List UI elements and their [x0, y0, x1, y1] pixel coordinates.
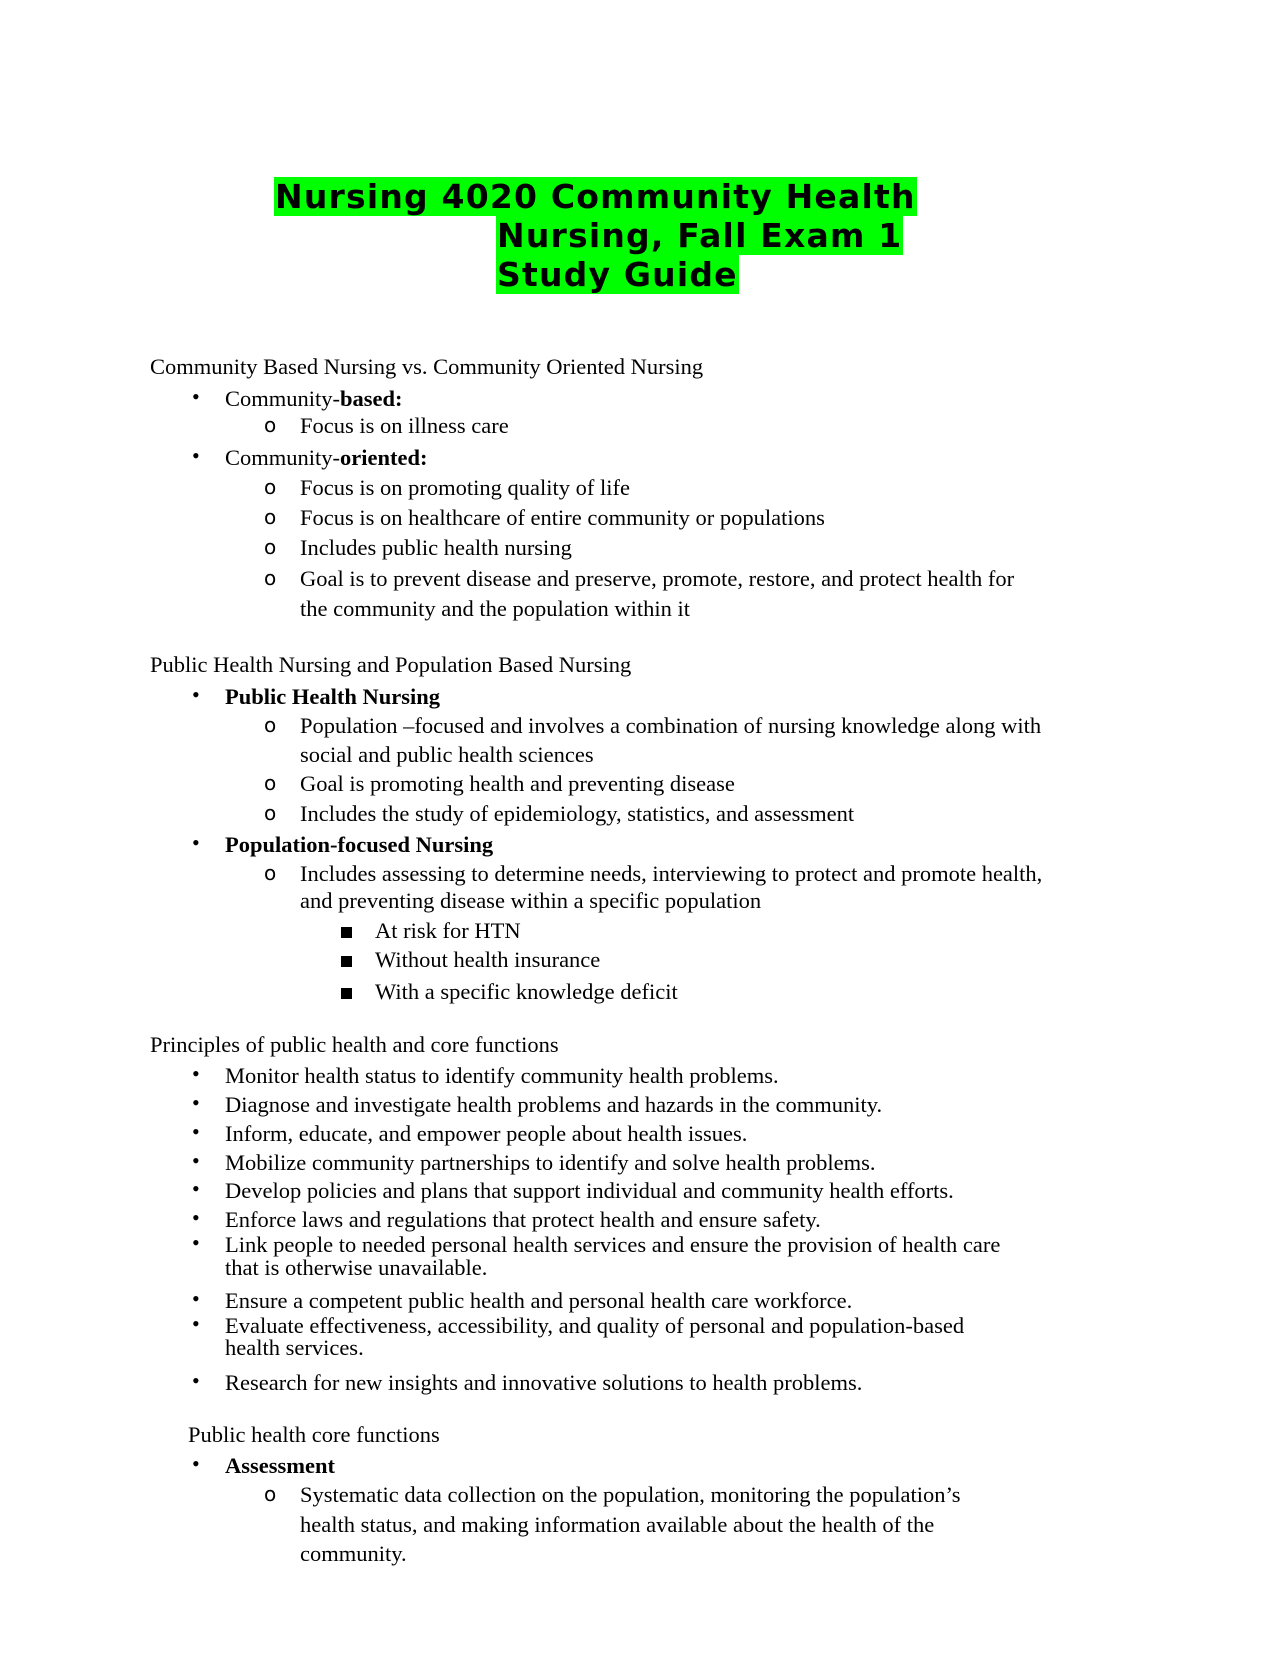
- list-item: Develop policies and plans that support individual and community health efforts.: [225, 1178, 954, 1203]
- list-item: Assessment: [225, 1453, 335, 1478]
- circle-bullet-glyph: o: [264, 535, 277, 559]
- title-line-3: Study Guide: [497, 255, 738, 294]
- bullet-glyph: •: [192, 1148, 200, 1173]
- list-item: Monitor health status to identify community health problems.: [225, 1063, 779, 1088]
- list-item: With a specific knowledge deficit: [375, 979, 678, 1004]
- list-item: Mobilize community partnerships to identify and solve health problems.: [225, 1150, 876, 1175]
- list-item-continuation: and preventing disease within a specific population: [300, 888, 762, 913]
- list-item: Includes the study of epidemiology, statistics, and assessment: [300, 801, 855, 826]
- circle-bullet-glyph: o: [264, 505, 277, 529]
- list-item: At risk for HTN: [375, 918, 521, 943]
- list-item: Focus is on illness care: [300, 413, 509, 438]
- bullet-glyph: •: [192, 1176, 200, 1201]
- bullet-glyph: •: [192, 1451, 200, 1476]
- circle-bullet-glyph: o: [264, 475, 277, 499]
- bullet-glyph: •: [192, 1230, 200, 1255]
- bullet-glyph: •: [192, 1061, 200, 1086]
- circle-bullet-glyph: o: [264, 801, 277, 825]
- section-heading: Public Health Nursing and Population Based Nursing: [150, 652, 632, 677]
- list-item: Community-based:: [225, 386, 403, 411]
- list-item: Evaluate effectiveness, accessibility, and quality of personal and population-based: [225, 1313, 965, 1338]
- square-bullet-icon: [341, 927, 352, 938]
- list-item-continuation: health services.: [225, 1335, 364, 1360]
- bullet-glyph: •: [192, 384, 200, 409]
- list-item: Research for new insights and innovative solutions to health problems.: [225, 1370, 863, 1395]
- bullet-glyph: •: [192, 443, 200, 468]
- list-item: Population –focused and involves a combination of nursing knowledge along with: [300, 713, 1042, 738]
- list-item-continuation: social and public health sciences: [300, 742, 594, 767]
- list-item-continuation: community.: [300, 1541, 407, 1566]
- bullet-glyph: •: [192, 682, 200, 707]
- circle-bullet-glyph: o: [264, 713, 277, 737]
- list-item: Goal is to prevent disease and preserve, promote, restore, and protect health for: [300, 566, 1015, 591]
- list-item: Goal is promoting health and preventing disease: [300, 771, 735, 796]
- circle-bullet-glyph: o: [264, 861, 277, 885]
- square-bullet-icon: [341, 988, 352, 999]
- section-heading: Principles of public health and core functions: [150, 1032, 559, 1057]
- list-item: Inform, educate, and empower people about health issues.: [225, 1121, 748, 1146]
- list-item: Ensure a competent public health and personal health care workforce.: [225, 1288, 853, 1313]
- list-item: Focus is on promoting quality of life: [300, 475, 630, 500]
- section-heading: Community Based Nursing vs. Community Oriented Nursing: [150, 354, 704, 379]
- list-item: Without health insurance: [375, 947, 601, 972]
- bullet-glyph: •: [192, 1119, 200, 1144]
- circle-bullet-glyph: o: [264, 413, 277, 437]
- bullet-glyph: •: [192, 1090, 200, 1115]
- list-item-continuation: that is otherwise unavailable.: [225, 1255, 488, 1280]
- list-item: Population-focused Nursing: [225, 832, 494, 857]
- bullet-glyph: •: [192, 1286, 200, 1311]
- square-bullet-icon: [341, 956, 352, 967]
- circle-bullet-glyph: o: [264, 1482, 277, 1506]
- bullet-glyph: •: [192, 1205, 200, 1230]
- list-item: Systematic data collection on the population, monitoring the population’s: [300, 1482, 961, 1507]
- list-item: Includes assessing to determine needs, interviewing to protect and promote health,: [300, 861, 1043, 886]
- list-item-continuation: the community and the population within it: [300, 596, 690, 621]
- title-line-2: Nursing, Fall Exam 1: [497, 216, 903, 255]
- bullet-glyph: •: [192, 830, 200, 855]
- list-item: Community-oriented:: [225, 445, 428, 470]
- list-item: Enforce laws and regulations that protect health and ensure safety.: [225, 1207, 821, 1232]
- title-line-1: Nursing 4020 Community Health: [275, 177, 916, 216]
- list-item: Diagnose and investigate health problems and hazards in the community.: [225, 1092, 883, 1117]
- list-item: Focus is on healthcare of entire community or populations: [300, 505, 825, 530]
- list-item: Includes public health nursing: [300, 535, 572, 560]
- bullet-glyph: •: [192, 1368, 200, 1393]
- list-item-continuation: health status, and making information available about the health of the: [300, 1512, 935, 1537]
- section-heading: Public health core functions: [188, 1422, 440, 1447]
- bullet-glyph: •: [192, 1311, 200, 1336]
- circle-bullet-glyph: o: [264, 771, 277, 795]
- list-item: Link people to needed personal health services and ensure the provision of health care: [225, 1232, 1001, 1257]
- circle-bullet-glyph: o: [264, 566, 277, 590]
- list-item: Public Health Nursing: [225, 684, 441, 709]
